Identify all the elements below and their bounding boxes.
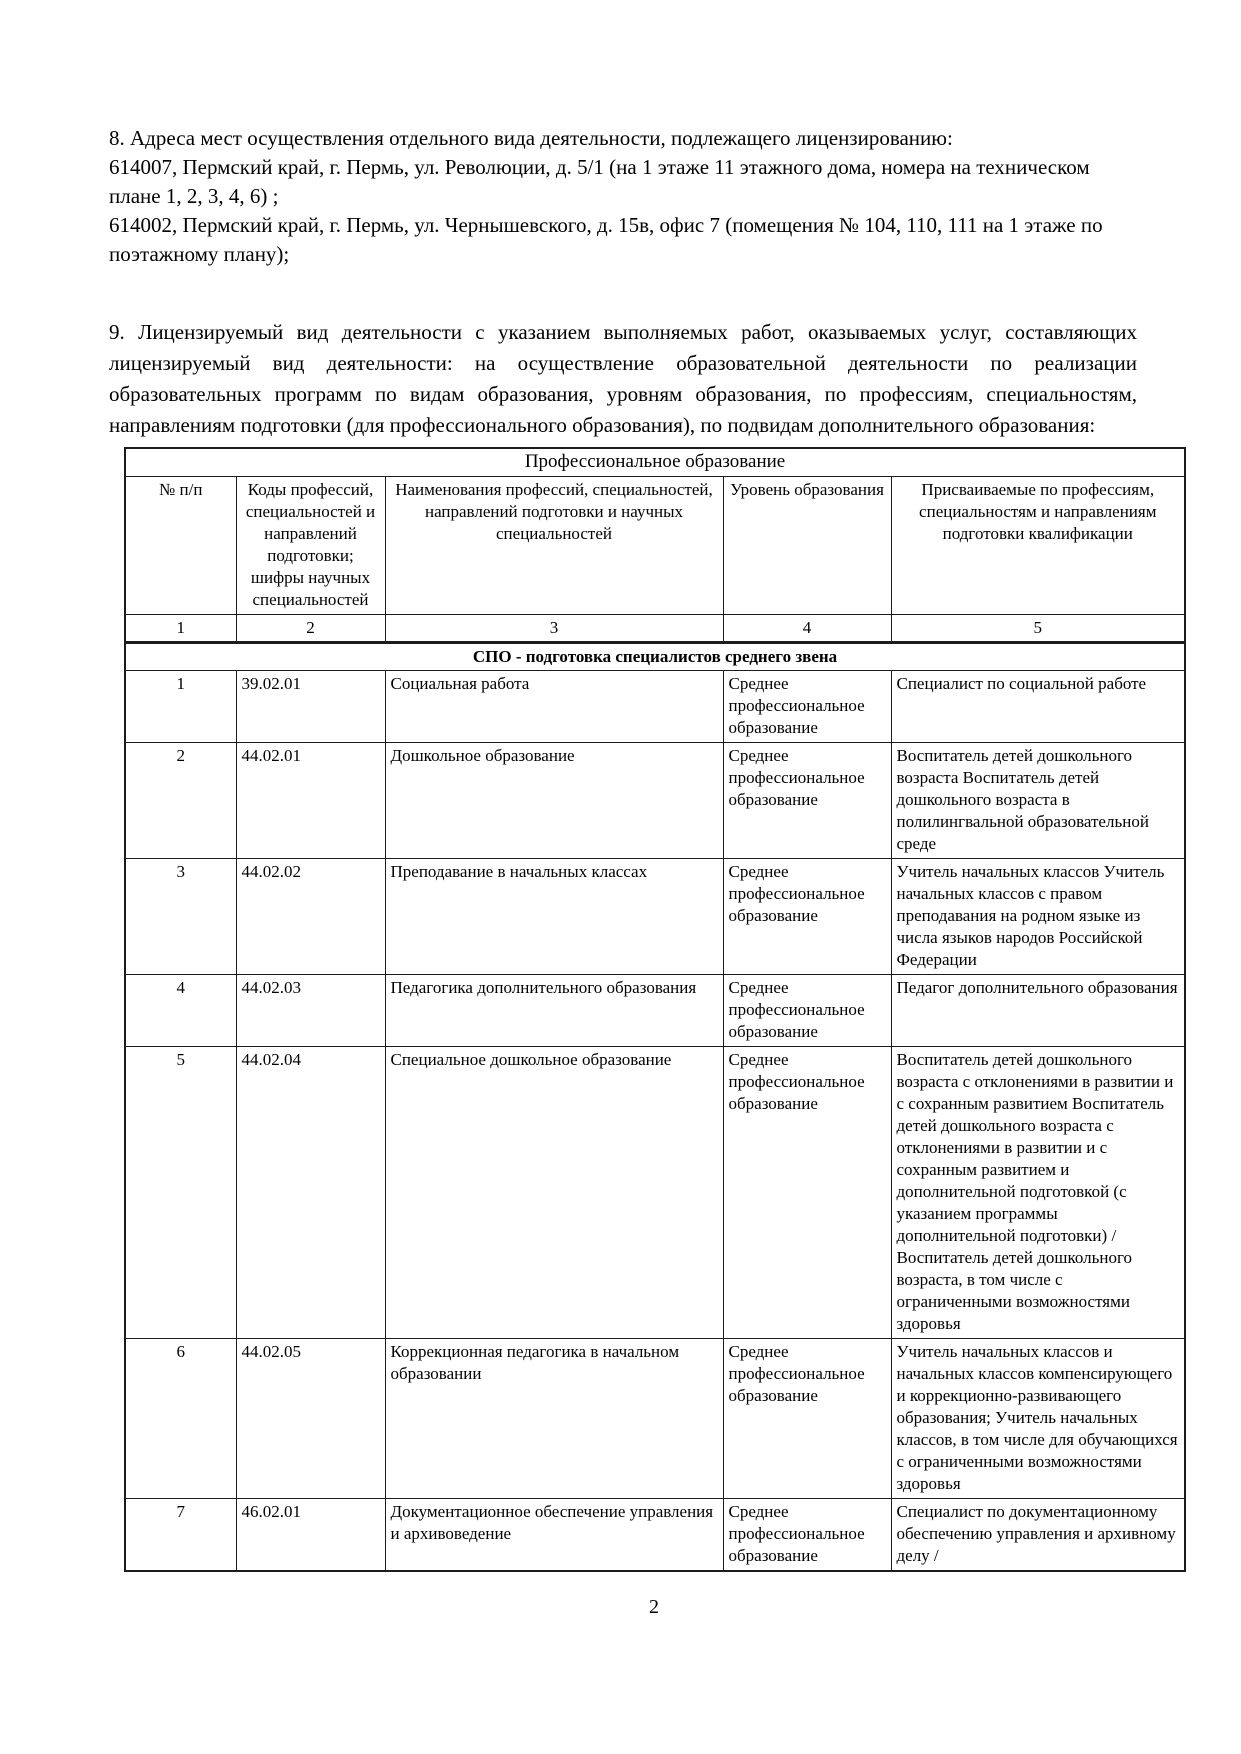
cell-qualification: Воспитатель детей дошкольного возраста Воспитатель детей дошкольного возраста в полилингвальной образовательной среде	[891, 743, 1185, 859]
cell-education-level: Среднее профессиональное образование	[723, 1047, 891, 1339]
table-title-row	[125, 448, 1185, 477]
cell-row-number: 3	[125, 859, 236, 975]
column-number-4: 4	[723, 615, 891, 643]
cell-education-level: Среднее профессиональное образование	[723, 975, 891, 1047]
col-header-qualifications: Присваиваемые по профессиям, специальностям и направлениям подготовки квалификации	[891, 477, 1185, 615]
col-header-row-number: № п/п	[125, 477, 236, 615]
cell-name: Коррекционная педагогика в начальном образовании	[385, 1339, 723, 1499]
table-row	[125, 975, 1185, 1047]
cell-qualification: Воспитатель детей дошкольного возраста с отклонениями в развитии и с сохранным развитием Воспитатель детей дошкольного возраста с отклонениями в развитии и с сохранным развитием и дополнительной подготовкой (с указанием программы дополнительной подготовки) / Воспитатель детей дошкольного возраста, в том числе с ограниченными возможностями здоровья	[891, 1047, 1185, 1339]
cell-code: 39.02.01	[236, 671, 385, 743]
paragraph-8-heading: 8. Адреса мест осуществления отдельного вида деятельности, подлежащего лицензированию:	[109, 126, 953, 150]
page-number: 2	[649, 1596, 659, 1618]
cell-education-level: Среднее профессиональное образование	[723, 1499, 891, 1572]
column-number-2: 2	[236, 615, 385, 643]
table-header-row	[125, 477, 1185, 615]
cell-qualification: Учитель начальных классов Учитель начальных классов с правом преподавания на родном языке из числа языков народов Российской Федерации	[891, 859, 1185, 975]
table-row	[125, 1047, 1185, 1339]
cell-code: 44.02.02	[236, 859, 385, 975]
cell-name: Педагогика дополнительного образования	[385, 975, 723, 1047]
cell-qualification: Специалист по социальной работе	[891, 671, 1185, 743]
cell-education-level: Среднее профессиональное образование	[723, 1339, 891, 1499]
cell-education-level: Среднее профессиональное образование	[723, 743, 891, 859]
cell-qualification: Педагог дополнительного образования	[891, 975, 1185, 1047]
table-row	[125, 743, 1185, 859]
col-header-codes: Коды профессий, специальностей и направлений подготовки; шифры научных специальностей	[236, 477, 385, 615]
paragraph-8-address-2: 614002, Пермский край, г. Пермь, ул. Чернышевского, д. 15в, офис 7 (помещения № 104, 110, 111 на 1 этаже по поэтажному плану);	[109, 213, 1103, 266]
cell-name: Специальное дошкольное образование	[385, 1047, 723, 1339]
cell-education-level: Среднее профессиональное образование	[723, 859, 891, 975]
table-title: Профессиональное образование	[125, 448, 1185, 477]
cell-code: 46.02.01	[236, 1499, 385, 1572]
cell-code: 44.02.01	[236, 743, 385, 859]
table-section-header: СПО - подготовка специалистов среднего звена	[125, 643, 1185, 671]
table-row	[125, 1499, 1185, 1572]
professional-education-table	[124, 447, 1186, 1572]
cell-row-number: 2	[125, 743, 236, 859]
column-number-3: 3	[385, 615, 723, 643]
column-number-1: 1	[125, 615, 236, 643]
cell-code: 44.02.03	[236, 975, 385, 1047]
paragraph-9: 9. Лицензируемый вид деятельности с указанием выполняемых работ, оказываемых услуг, составляющих лицензируемый вид деятельности: на осуществление образовательной деятельности по реализации образовательных программ по видам образования, уровням образования, по профессиям, специальностям, направлениям подготовки (для профессионального образования), по подвидам дополнительного образования:	[109, 320, 1137, 437]
table-row	[125, 859, 1185, 975]
cell-row-number: 5	[125, 1047, 236, 1339]
cell-row-number: 1	[125, 671, 236, 743]
cell-row-number: 4	[125, 975, 236, 1047]
cell-name: Дошкольное образование	[385, 743, 723, 859]
cell-qualification: Специалист по документационному обеспечению управления и архивному делу /	[891, 1499, 1185, 1572]
cell-qualification: Учитель начальных классов и начальных классов компенсирующего и коррекционно-развивающего образования; Учитель начальных классов, в том числе для обучающихся с ограниченными возможностями здоровья	[891, 1339, 1185, 1499]
column-number-5: 5	[891, 615, 1185, 643]
col-header-names: Наименования профессий, специальностей, направлений подготовки и научных специальностей	[385, 477, 723, 615]
table-row	[125, 1339, 1185, 1499]
cell-code: 44.02.05	[236, 1339, 385, 1499]
cell-name: Социальная работа	[385, 671, 723, 743]
cell-education-level: Среднее профессиональное образование	[723, 671, 891, 743]
table-row	[125, 671, 1185, 743]
col-header-level: Уровень образования	[723, 477, 891, 615]
cell-row-number: 7	[125, 1499, 236, 1572]
cell-row-number: 6	[125, 1339, 236, 1499]
table-section-row	[125, 643, 1185, 671]
column-number-row	[125, 615, 1185, 643]
paragraph-8	[109, 124, 1137, 269]
cell-code: 44.02.04	[236, 1047, 385, 1339]
cell-name: Документационное обеспечение управления и архивоведение	[385, 1499, 723, 1572]
paragraph-8-address-1: 614007, Пермский край, г. Пермь, ул. Революции, д. 5/1 (на 1 этаже 11 этажного дома, номера на техническом плане 1, 2, 3, 4, 6) ;	[109, 155, 1090, 208]
table-body	[125, 671, 1185, 1572]
cell-name: Преподавание в начальных классах	[385, 859, 723, 975]
